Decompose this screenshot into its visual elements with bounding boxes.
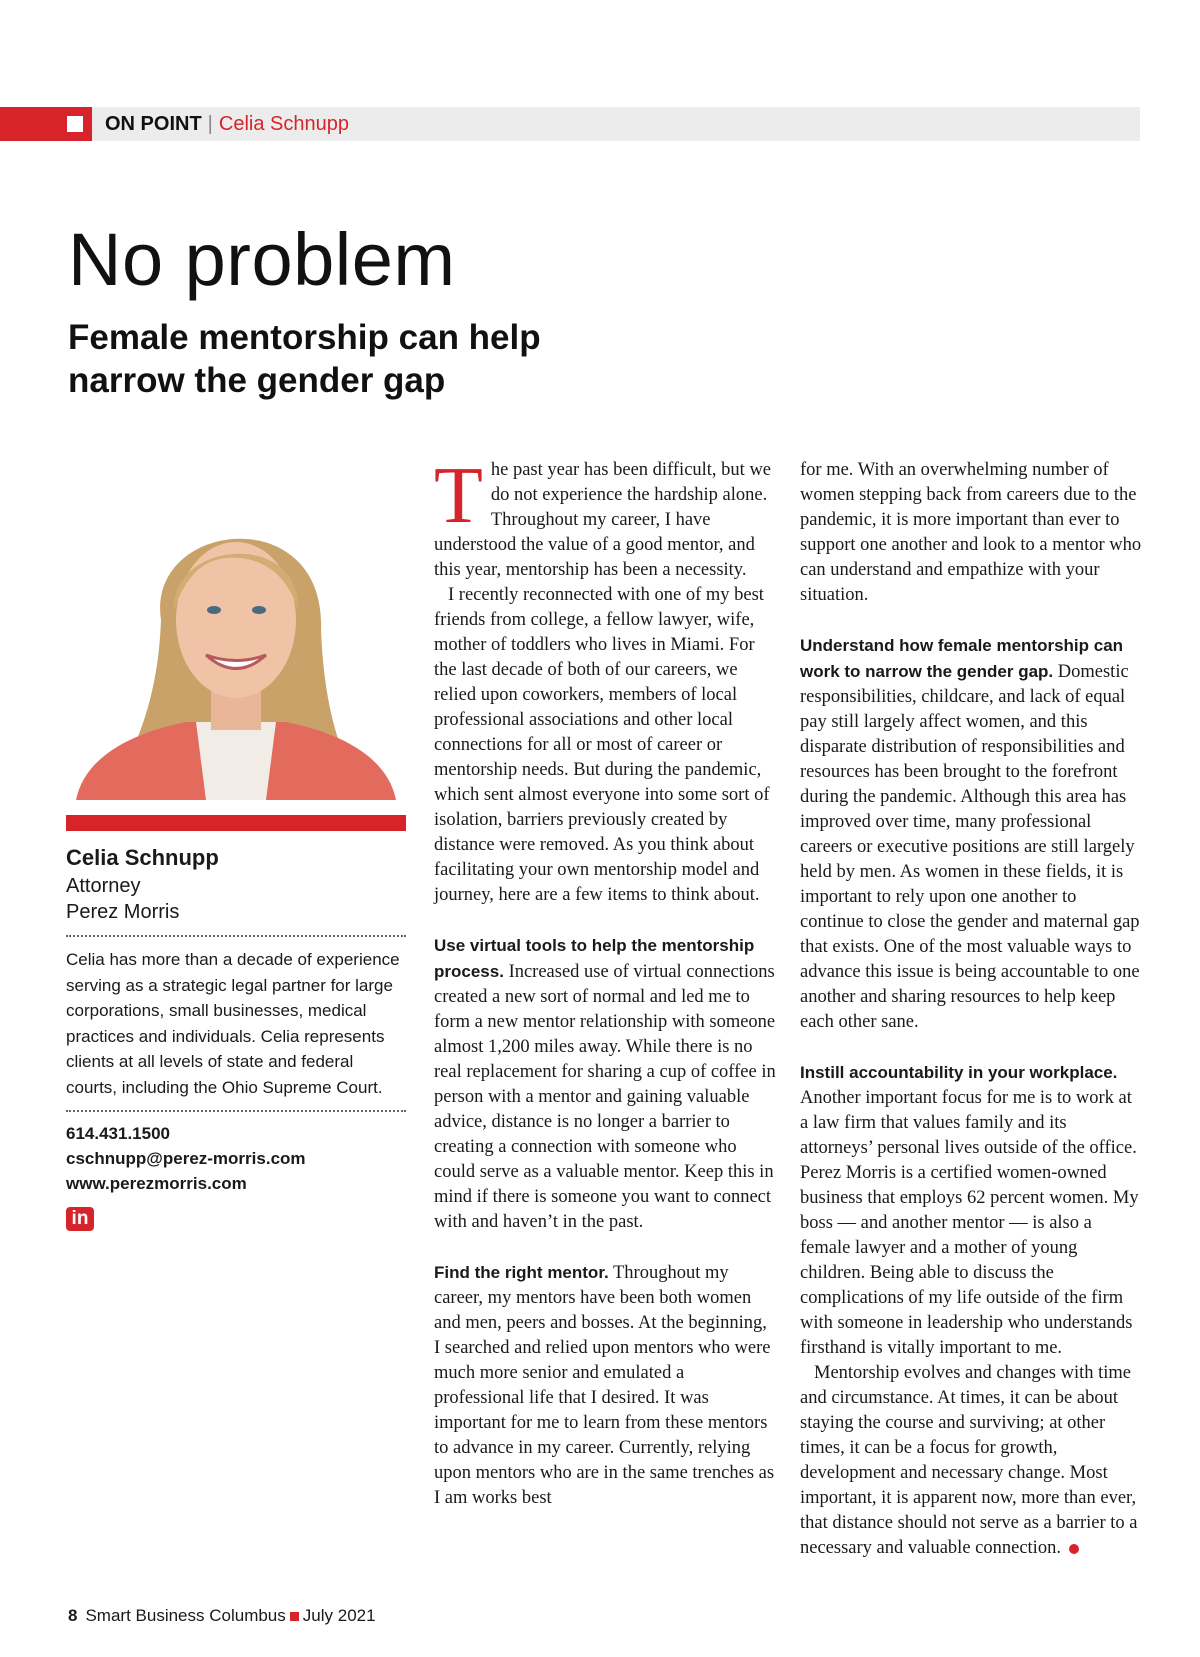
author-role: Attorney <box>66 875 141 897</box>
drop-cap: T <box>434 452 483 540</box>
article-column-1 <box>434 452 776 1511</box>
article-column-2 <box>800 458 1142 1561</box>
section-heading: Understand how female mentorship can work to narrow the gender gap. <box>800 636 1124 681</box>
paragraph-text: Domestic responsibilities, childcare, and lack of equal pay still largely affect women, and this disparate distribution of responsibilities and resources has been brought to the forefront during the pandemic. Although this area has improved over time, many professional careers or executive positions are still largely held by men. As women in these fields, it is important to rely upon one another to continue to close the gender and maternal gap that exists. One of the most valuable ways to advance this issue is being accountable to one another and sharing resources to help keep each other sane. <box>800 662 1140 1032</box>
author-photo <box>66 460 406 800</box>
author-firm: Perez Morris <box>66 901 180 923</box>
section-header-bar <box>0 107 1140 141</box>
article-paragraph <box>800 1060 1142 1361</box>
section-author: Celia Schnupp <box>218 113 349 135</box>
author-phone: 614.431.1500 <box>66 1124 170 1143</box>
paragraph-text: Mentorship evolves and changes with time and circumstance. At times, it can be about staying the course and surviving; at other times, it can be a focus for growth, development and necessary change. Most important, it is apparent now, more than ever, that distance should not serve as a barrier to a necessary and valuable connection. <box>800 1363 1138 1558</box>
page-number: 8 <box>68 1606 78 1625</box>
page-footer <box>68 1605 376 1627</box>
article-paragraph <box>434 933 776 1235</box>
dotted-divider <box>66 935 406 937</box>
article-paragraph <box>800 1361 1142 1561</box>
section-label <box>105 112 349 136</box>
article-paragraph: I recently reconnected with one of my best friends from college, a fellow lawyer, wife, mother of toddlers who lives in Miami. For the last decade of both of our careers, we relied upon coworkers, members of local professional associations and other local connections for all or most of career or mentorship needs. But during the pandemic, which sent almost everyone into some sort of isolation, barriers previously created by distance were removed. As you think about facilitating your own mentorship model and journey, here are a few items to think about. <box>434 585 770 905</box>
paragraph-text: Throughout my career, my mentors have been both women and men, peers and bosses. At the beginning, I searched and relied upon mentors who were much more senior and emulated a professional life that I desired. It was important for me to learn from these mentors to advance in my career. Currently, relying upon mentors who are in the same trenches as I am works best <box>434 1263 775 1508</box>
article-paragraph: for me. With an overwhelming number of women stepping back from careers due to the pandemic, it is more important than ever to support one another and look to a mentor who can understand and empathize with your situation. <box>800 460 1142 605</box>
article-paragraph <box>434 452 776 583</box>
section-tag: ON POINT <box>105 113 202 135</box>
author-name: Celia Schnupp <box>66 845 219 870</box>
end-mark-icon <box>1069 1544 1079 1554</box>
article-paragraph <box>434 1260 776 1511</box>
paragraph-text: Another important focus for me is to work at a law firm that values family and its attorneys’ personal lives outside of the office. Perez Morris is a certified women-owned business that employs 62 percent women. My boss — and another mentor — is also a female lawyer and a mother of young children. Being able to discuss the complications of my life outside of the firm with someone in leadership who understands firsthand is vitally important to me. <box>800 1088 1139 1358</box>
author-website[interactable]: www.perezmorris.com <box>66 1174 247 1193</box>
page-subtitle: Female mentorship can help narrow the gender gap <box>68 318 541 400</box>
portrait-photo-icon <box>66 460 406 800</box>
section-heading: Use virtual tools to help the mentorship process. <box>434 936 755 981</box>
page-title: No problem <box>68 218 456 301</box>
section-heading: Find the right mentor. <box>434 1263 609 1282</box>
issue-date: July 2021 <box>302 1606 376 1625</box>
header-square-icon <box>67 116 83 132</box>
article-paragraph <box>800 633 1142 1035</box>
publication-name: Smart Business Columbus <box>85 1606 286 1625</box>
section-separator: | <box>207 113 213 135</box>
dotted-divider <box>66 1110 406 1112</box>
section-heading: Instill accountability in your workplace. <box>800 1063 1118 1082</box>
author-bio-box <box>66 843 406 1231</box>
paragraph-text: he past year has been difficult, but we do not experience the hardship alone. Throughout my career, I have understood the value of a good mentor, and this year, mentorship has been a necessity. <box>434 460 772 580</box>
author-description: Celia has more than a decade of experience serving as a strategic legal partner for large corporations, small businesses, medical practices and individuals. Celia represents clients at all levels of state and federal courts, including the Ohio Supreme Court. <box>66 950 400 1097</box>
photo-accent-bar <box>66 815 406 831</box>
author-email[interactable]: cschnupp@perez-morris.com <box>66 1149 306 1168</box>
linkedin-icon[interactable]: in <box>66 1207 94 1231</box>
paragraph-text: Increased use of virtual connections created a new sort of normal and led me to form a new mentor relationship with someone almost 1,200 miles away. While there is no real replacement for sharing a cup of coffee in person with a mentor and gaining valuable advice, distance is no longer a barrier to creating a connection with someone who could serve as a valuable mentor. Keep this in mind if there is someone you want to connect with and haven’t in the past. <box>434 962 776 1232</box>
footer-square-icon <box>290 1612 299 1621</box>
